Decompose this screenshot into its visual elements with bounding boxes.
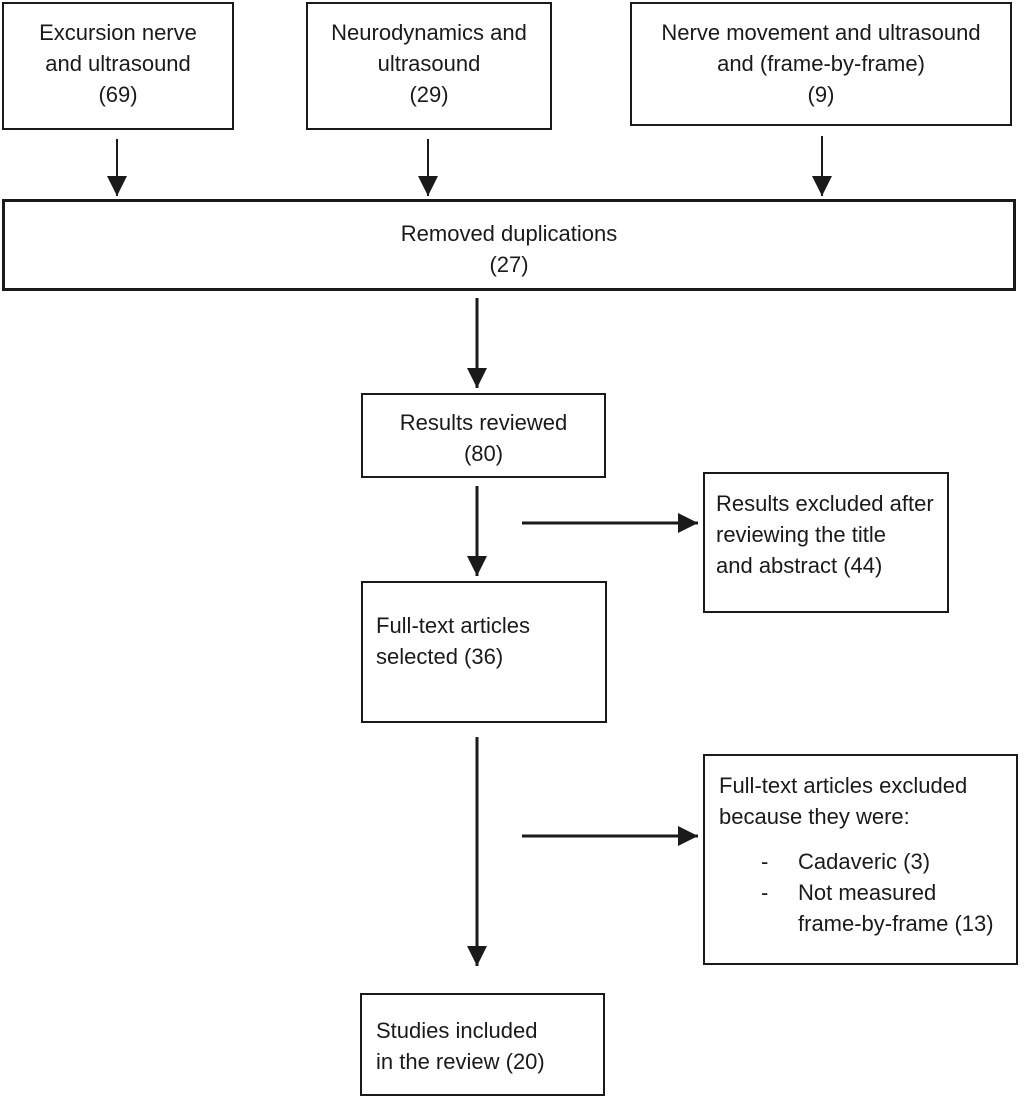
node-text-line: Neurodynamics and <box>331 20 527 45</box>
node-neurodynamics-and-ultrasound <box>306 2 552 130</box>
node-text-line: Nerve movement and ultrasound <box>661 20 981 45</box>
excluded-reason-item <box>761 877 1004 939</box>
node-text-line: Results reviewed <box>399 410 568 435</box>
node-text-line: Excursion nerve <box>39 20 197 45</box>
node-text-line: in the review (20) <box>376 1049 545 1074</box>
bullet-dash: - <box>761 849 769 874</box>
node-fulltext-articles-excluded <box>703 754 1018 965</box>
excluded-reasons-list <box>719 846 1004 939</box>
node-count: (27) <box>489 252 529 277</box>
node-text-line: and ultrasound <box>45 51 191 76</box>
node-results-reviewed <box>361 393 606 478</box>
node-text-line: Studies included <box>376 1018 538 1043</box>
node-text-line: Full-text articles excluded <box>719 773 968 798</box>
bullet-dash: - <box>761 880 769 905</box>
node-nerve-movement-and-ultrasound <box>630 2 1012 126</box>
node-text-line: ultrasound <box>377 51 481 76</box>
node-fulltext-articles-selected <box>361 581 607 723</box>
node-text-line: Full-text articles <box>376 613 531 638</box>
node-text-line: Results excluded after <box>716 491 934 516</box>
node-text-line: selected (36) <box>376 644 504 669</box>
node-results-excluded <box>703 472 949 613</box>
node-text-line: because they were: <box>719 804 910 829</box>
excluded-reason-text: Not measured frame-by-frame (13) <box>798 880 994 936</box>
node-removed-duplications <box>2 199 1016 291</box>
node-count: (9) <box>807 82 835 107</box>
node-count: (80) <box>463 441 504 466</box>
node-text-line: and (frame-by-frame) <box>717 51 925 76</box>
node-count: (69) <box>98 82 138 107</box>
node-text-line: and abstract (44) <box>716 553 883 578</box>
excluded-reason-item <box>761 846 1004 877</box>
node-text-line: Removed duplications <box>400 221 618 246</box>
excluded-reason-text: Cadaveric (3) <box>798 849 931 874</box>
node-text-line: reviewing the title <box>716 522 886 547</box>
node-count: (29) <box>409 82 449 107</box>
node-studies-included-in-review <box>360 993 605 1096</box>
node-excursion-nerve-and-ultrasound <box>2 2 234 130</box>
